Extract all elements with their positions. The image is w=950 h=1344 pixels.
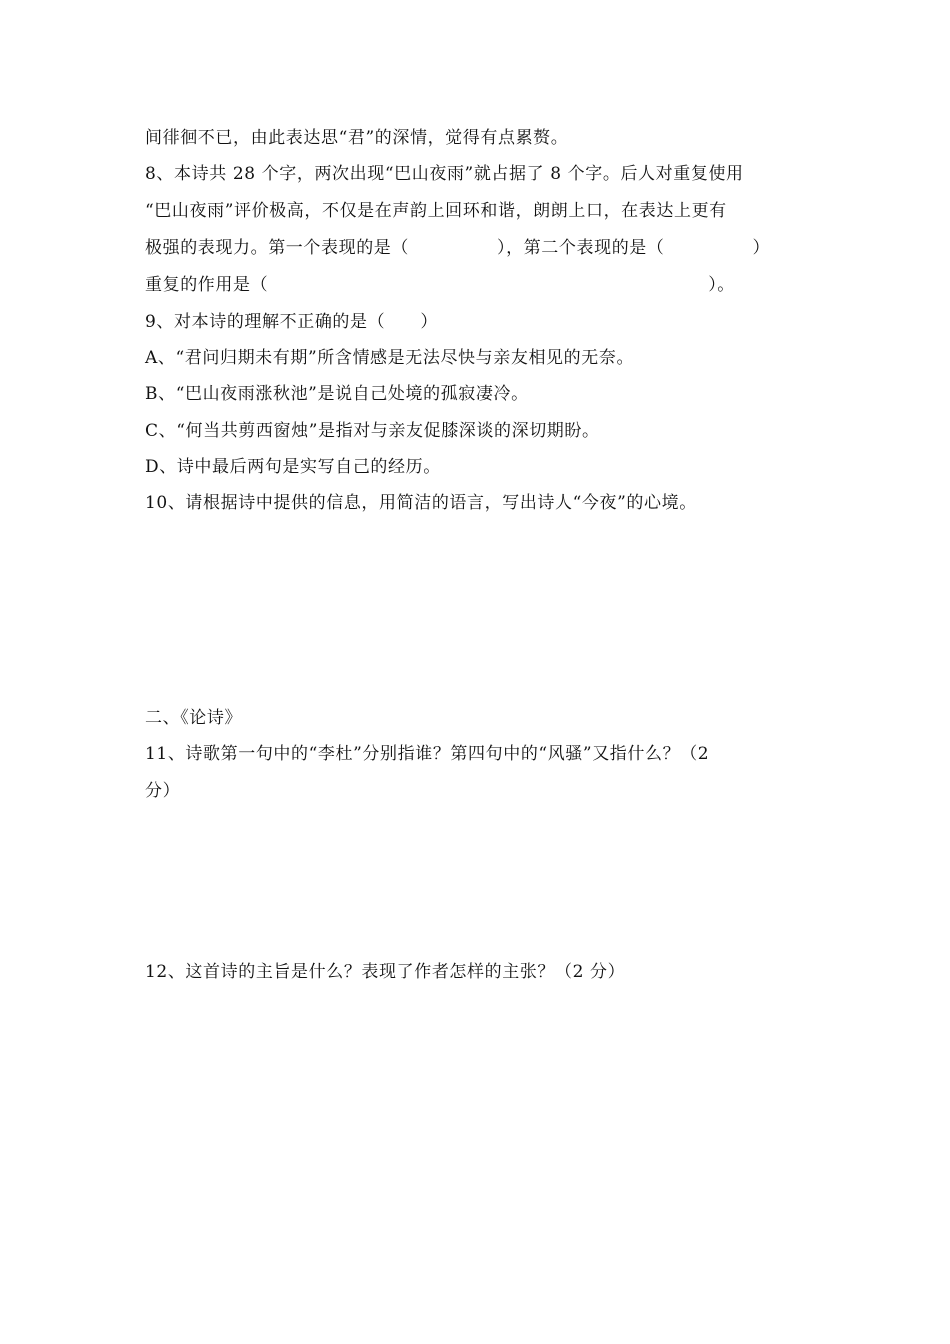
question-12: 12、这首诗的主旨是什么？表现了作者怎样的主张？（2 分） [145, 962, 626, 982]
option-d: D、诗中最后两句是实写自己的经历。 [145, 457, 441, 477]
option-c: C、“何当共剪西窗烛”是指对与亲友促膝深谈的深切期盼。 [145, 421, 600, 441]
question-11-line-1: 11、诗歌第一句中的“李杜”分别指谁？第四句中的“风骚”又指什么？（2 [145, 744, 710, 764]
question-8-line-2: “巴山夜雨”评价极高，不仅是在声韵上回环和谐，朗朗上口，在表达上更有 [145, 201, 727, 221]
question-10: 10、请根据诗中提供的信息，用简洁的语言，写出诗人“今夜”的心境。 [145, 493, 697, 513]
question-8-line-1: 8、本诗共 28 个字，两次出现“巴山夜雨”就占据了 8 个字。后人对重复使用 [145, 164, 744, 184]
question-8-line-4: 重复的作用是（ ）。 [145, 275, 735, 295]
question-8-line-3: 极强的表现力。第一个表现的是（ ），第二个表现的是（ ） [145, 238, 771, 258]
question-11-line-2: 分） [145, 781, 181, 801]
option-b: B、“巴山夜雨涨秋池”是说自己处境的孤寂凄冷。 [145, 384, 529, 404]
option-a: A、“君问归期未有期”所含情感是无法尽快与亲友相见的无奈。 [145, 348, 635, 368]
text-line-1: 间徘徊不已，由此表达思“君”的深情，觉得有点累赘。 [145, 128, 569, 148]
section-heading: 二、《论诗》 [145, 708, 243, 728]
question-9: 9、对本诗的理解不正确的是（ ） [145, 312, 439, 332]
